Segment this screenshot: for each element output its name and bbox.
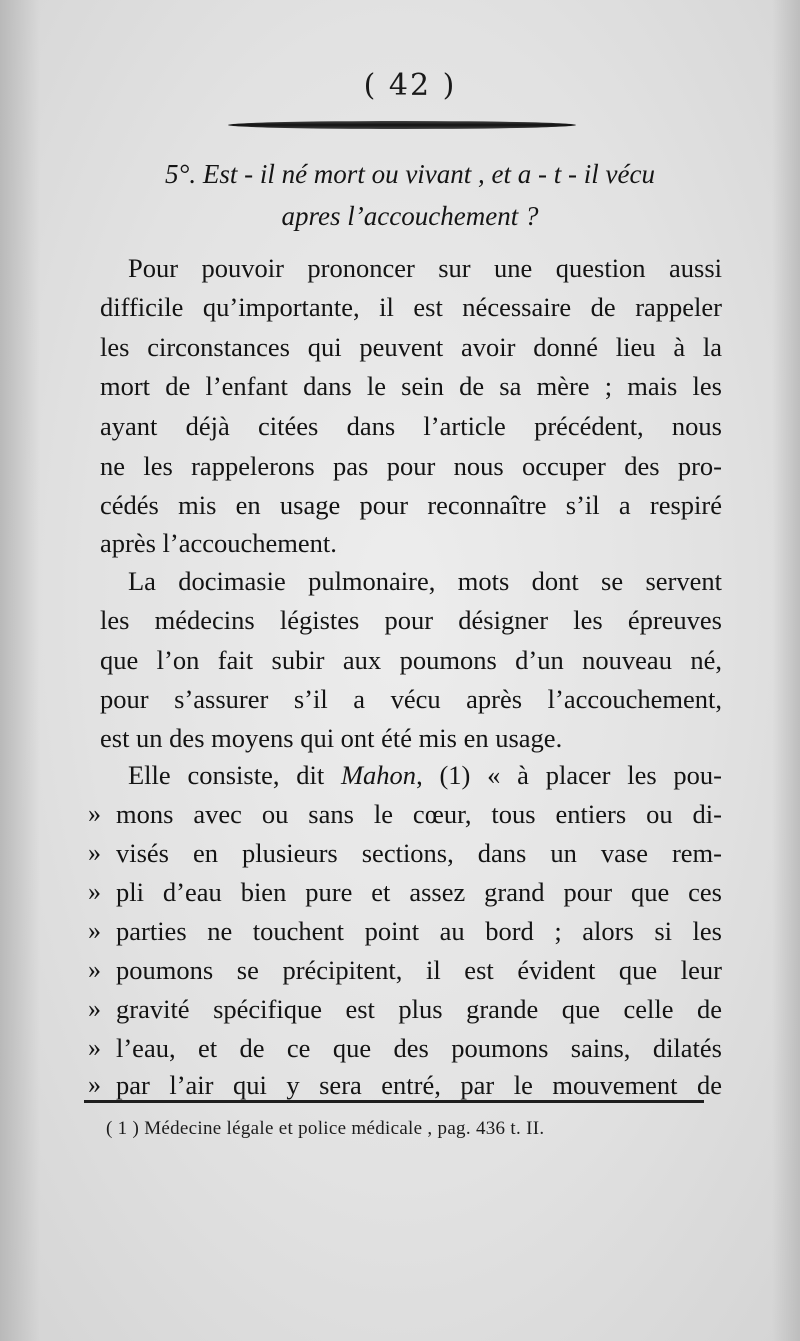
text-line: après l’accouchement.: [100, 528, 337, 558]
text-line: mort de l’enfant dans le sein de sa mère ; mais les: [100, 371, 722, 401]
section-heading-line-2: apres l’accouchement ?: [281, 201, 539, 231]
quote-line: gravité spécifique est plus grande que celle de: [116, 994, 722, 1024]
text-line: est un des moyens qui ont été mis en usage.: [100, 723, 563, 753]
text-line: les médecins légistes pour désigner les épreuves: [100, 605, 722, 635]
quote-mark: »: [88, 1033, 101, 1062]
quote-line: mons avec ou sans le cœur, tous entiers ou di-: [116, 799, 722, 829]
text-line: pour s’assurer s’il a vécu après l’accouchement,: [100, 684, 722, 714]
text-line-with-author: [128, 755, 722, 795]
text-line: Pour pouvoir prononcer sur une question aussi: [128, 253, 722, 283]
quote-line: parties ne touchent point au bord ; alors si les: [116, 916, 722, 946]
quote-mark: »: [88, 877, 101, 906]
quote-mark: »: [88, 955, 101, 984]
text-line: ne les rappelerons pas pour nous occuper des pro-: [100, 451, 722, 481]
text-line: ayant déjà citées dans l’article précédent, nous: [100, 411, 722, 441]
quote-mark: »: [88, 838, 101, 867]
text-line: les circonstances qui peuvent avoir donné lieu à la: [100, 332, 722, 362]
text-span: , (1) « à placer les pou-: [416, 760, 722, 790]
quote-line: poumons se précipitent, il est évident que leur: [116, 955, 722, 985]
text-line: difficile qu’importante, il est nécessaire de rappeler: [100, 292, 722, 322]
quote-mark: »: [88, 799, 101, 828]
section-heading-line-1: 5°. Est - il né mort ou vivant , et a - t - il vécu: [165, 159, 655, 189]
quote-line: l’eau, et de ce que des poumons sains, dilatés: [116, 1033, 722, 1063]
text-line: cédés mis en usage pour reconnaître s’il a respiré: [100, 490, 722, 520]
quote-mark: »: [88, 994, 101, 1023]
quote-mark: »: [88, 916, 101, 945]
quote-line: pli d’eau bien pure et assez grand pour que ces: [116, 877, 722, 907]
page-number: ( 42 ): [363, 68, 457, 103]
text-line: que l’on fait subir aux poumons d’un nouveau né,: [100, 645, 722, 675]
quote-line: visés en plusieurs sections, dans un vase rem-: [116, 838, 722, 868]
author-name: Mahon: [340, 760, 417, 790]
footnote-rule: [84, 1100, 704, 1103]
text-line: La docimasie pulmonaire, mots dont se servent: [128, 566, 722, 596]
quote-line: par l’air qui y sera entré, par le mouvement de: [116, 1070, 722, 1100]
header-rule: [228, 121, 576, 129]
text-span: Elle consiste, dit: [128, 760, 341, 790]
quote-mark: »: [88, 1070, 101, 1099]
footnote: ( 1 ) Médecine légale et police médicale , pag. 436 t. II.: [106, 1118, 545, 1139]
